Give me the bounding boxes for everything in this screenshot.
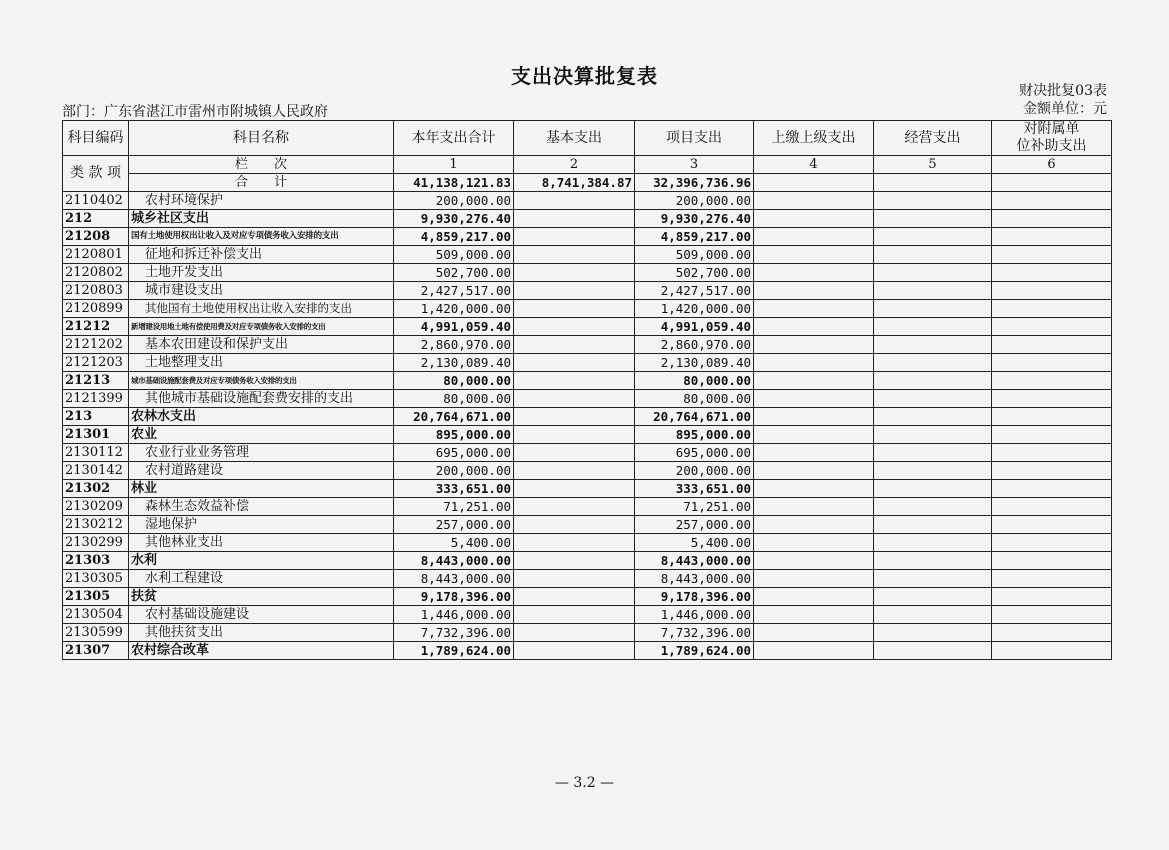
row-subsidy [992, 210, 1112, 228]
header-basic: 基本支出 [514, 121, 635, 156]
expenditure-table [62, 120, 1112, 660]
row-superior [754, 192, 874, 210]
header-name: 科目名称 [129, 121, 394, 156]
row-total: 9,930,276.40 [394, 210, 514, 228]
row-name: 农业行业业务管理 [129, 444, 394, 462]
row-name: 其他林业支出 [129, 534, 394, 552]
row-name: 土地开发支出 [129, 264, 394, 282]
row-total: 333,651.00 [394, 480, 514, 498]
row-code: 2130112 [63, 444, 129, 462]
row-subsidy [992, 588, 1112, 606]
header-code: 科目编码 [63, 121, 129, 156]
row-name: 国有土地使用权出让收入及对应专项债务收入安排的支出 [129, 228, 394, 246]
row-basic [514, 354, 635, 372]
row-basic [514, 444, 635, 462]
table-row [63, 552, 1112, 570]
row-superior [754, 336, 874, 354]
row-total: 4,991,059.40 [394, 318, 514, 336]
row-total: 502,700.00 [394, 264, 514, 282]
row-subsidy [992, 282, 1112, 300]
header-subsidy-line2: 位补助支出 [1016, 138, 1087, 154]
table-row [63, 606, 1112, 624]
row-subsidy [992, 462, 1112, 480]
row-name: 征地和拆迁补偿支出 [129, 246, 394, 264]
table-row [63, 228, 1112, 246]
row-code: 2130142 [63, 462, 129, 480]
total-total: 41,138,121.83 [394, 174, 514, 192]
row-business [874, 246, 992, 264]
row-project: 80,000.00 [635, 372, 754, 390]
row-code: 2120801 [63, 246, 129, 264]
row-project: 1,446,000.00 [635, 606, 754, 624]
row-superior [754, 390, 874, 408]
row-basic [514, 264, 635, 282]
table-row [63, 444, 1112, 462]
row-code: 21305 [63, 588, 129, 606]
table-row [63, 210, 1112, 228]
row-code: 21213 [63, 372, 129, 390]
row-basic [514, 516, 635, 534]
row-business [874, 606, 992, 624]
row-project: 1,420,000.00 [635, 300, 754, 318]
row-code: 2121202 [63, 336, 129, 354]
row-basic [514, 588, 635, 606]
row-basic [514, 246, 635, 264]
row-project: 2,427,517.00 [635, 282, 754, 300]
row-basic [514, 534, 635, 552]
table-row [63, 264, 1112, 282]
table-row [63, 588, 1112, 606]
row-business [874, 354, 992, 372]
total-superior [754, 174, 874, 192]
row-subsidy [992, 606, 1112, 624]
row-superior [754, 552, 874, 570]
row-business [874, 264, 992, 282]
row-superior [754, 372, 874, 390]
row-business [874, 480, 992, 498]
table-row [63, 192, 1112, 210]
row-name: 其他城市基础设施配套费安排的支出 [129, 390, 394, 408]
row-subsidy [992, 642, 1112, 660]
page-title: 支出决算批复表 [511, 64, 658, 88]
row-basic [514, 426, 635, 444]
row-subsidy [992, 516, 1112, 534]
row-subsidy [992, 570, 1112, 588]
row-code: 2121203 [63, 354, 129, 372]
lanci-label: 栏 次 [129, 156, 394, 174]
header-subsidy [992, 121, 1112, 156]
row-name: 城市建设支出 [129, 282, 394, 300]
row-project: 695,000.00 [635, 444, 754, 462]
row-project: 9,178,396.00 [635, 588, 754, 606]
row-basic [514, 480, 635, 498]
row-superior [754, 534, 874, 552]
row-business [874, 570, 992, 588]
kuan-label: 款 [88, 165, 103, 181]
row-superior [754, 606, 874, 624]
row-basic [514, 336, 635, 354]
row-name: 农村综合改革 [129, 642, 394, 660]
row-superior [754, 282, 874, 300]
row-business [874, 588, 992, 606]
row-subsidy [992, 408, 1112, 426]
total-business [874, 174, 992, 192]
row-superior [754, 300, 874, 318]
row-total: 200,000.00 [394, 462, 514, 480]
row-code: 21301 [63, 426, 129, 444]
row-subsidy [992, 354, 1112, 372]
total-project: 32,396,736.96 [635, 174, 754, 192]
row-subsidy [992, 498, 1112, 516]
row-code: 2130212 [63, 516, 129, 534]
row-superior [754, 210, 874, 228]
row-name: 土地整理支出 [129, 354, 394, 372]
row-code: 2120802 [63, 264, 129, 282]
row-business [874, 498, 992, 516]
row-subsidy [992, 318, 1112, 336]
col-index-5: 5 [874, 156, 992, 174]
row-name: 农村环境保护 [129, 192, 394, 210]
row-business [874, 228, 992, 246]
row-business [874, 624, 992, 642]
row-superior [754, 480, 874, 498]
amount-unit: 金额单位：元 [1023, 101, 1107, 117]
row-name: 湿地保护 [129, 516, 394, 534]
row-total: 1,789,624.00 [394, 642, 514, 660]
row-project: 9,930,276.40 [635, 210, 754, 228]
row-total: 509,000.00 [394, 246, 514, 264]
table-row [63, 534, 1112, 552]
row-project: 4,859,217.00 [635, 228, 754, 246]
row-basic [514, 624, 635, 642]
row-total: 257,000.00 [394, 516, 514, 534]
row-code: 2121399 [63, 390, 129, 408]
header-total: 本年支出合计 [394, 121, 514, 156]
row-superior [754, 354, 874, 372]
row-total: 200,000.00 [394, 192, 514, 210]
col-index-4: 4 [754, 156, 874, 174]
row-superior [754, 462, 874, 480]
row-basic [514, 408, 635, 426]
total-subsidy [992, 174, 1112, 192]
row-code: 2130209 [63, 498, 129, 516]
row-total: 80,000.00 [394, 390, 514, 408]
row-subsidy [992, 534, 1112, 552]
row-name: 农林水支出 [129, 408, 394, 426]
row-superior [754, 642, 874, 660]
row-total: 71,251.00 [394, 498, 514, 516]
row-basic [514, 228, 635, 246]
table-row [63, 426, 1112, 444]
row-basic [514, 372, 635, 390]
header-business: 经营支出 [874, 121, 992, 156]
table-row [63, 408, 1112, 426]
row-basic [514, 552, 635, 570]
row-project: 333,651.00 [635, 480, 754, 498]
header-subsidy-line1: 对附属单 [1023, 121, 1080, 137]
row-code: 2130299 [63, 534, 129, 552]
row-subsidy [992, 390, 1112, 408]
row-business [874, 444, 992, 462]
row-subsidy [992, 228, 1112, 246]
row-project: 71,251.00 [635, 498, 754, 516]
table-row [63, 642, 1112, 660]
row-total: 80,000.00 [394, 372, 514, 390]
row-superior [754, 498, 874, 516]
table-row [63, 462, 1112, 480]
row-superior [754, 624, 874, 642]
row-code: 213 [63, 408, 129, 426]
row-project: 502,700.00 [635, 264, 754, 282]
page-number: — 3.2 — [554, 775, 615, 791]
row-code: 2120803 [63, 282, 129, 300]
col-index-3: 3 [635, 156, 754, 174]
row-name: 水利 [129, 552, 394, 570]
row-code: 21212 [63, 318, 129, 336]
row-total: 20,764,671.00 [394, 408, 514, 426]
header-row [63, 121, 1112, 156]
row-code: 2130599 [63, 624, 129, 642]
col-index-6: 6 [992, 156, 1112, 174]
header-superior: 上缴上级支出 [754, 121, 874, 156]
row-project: 8,443,000.00 [635, 552, 754, 570]
row-subsidy [992, 192, 1112, 210]
row-total: 1,446,000.00 [394, 606, 514, 624]
row-business [874, 336, 992, 354]
row-basic [514, 462, 635, 480]
row-project: 200,000.00 [635, 462, 754, 480]
row-business [874, 210, 992, 228]
row-subsidy [992, 624, 1112, 642]
row-project: 2,130,089.40 [635, 354, 754, 372]
table-row [63, 570, 1112, 588]
row-basic [514, 318, 635, 336]
table-row [63, 354, 1112, 372]
row-basic [514, 192, 635, 210]
row-business [874, 390, 992, 408]
row-superior [754, 516, 874, 534]
row-business [874, 552, 992, 570]
row-subsidy [992, 552, 1112, 570]
row-business [874, 372, 992, 390]
row-superior [754, 426, 874, 444]
row-total: 8,443,000.00 [394, 552, 514, 570]
header-project: 项目支出 [635, 121, 754, 156]
row-basic [514, 606, 635, 624]
row-superior [754, 408, 874, 426]
row-code: 212 [63, 210, 129, 228]
row-code: 21307 [63, 642, 129, 660]
table-row [63, 516, 1112, 534]
row-project: 895,000.00 [635, 426, 754, 444]
row-project: 509,000.00 [635, 246, 754, 264]
table-row [63, 336, 1112, 354]
row-superior [754, 588, 874, 606]
row-subsidy [992, 426, 1112, 444]
row-name: 其他扶贫支出 [129, 624, 394, 642]
row-project: 200,000.00 [635, 192, 754, 210]
table-row [63, 624, 1112, 642]
row-superior [754, 444, 874, 462]
row-project: 8,443,000.00 [635, 570, 754, 588]
row-business [874, 462, 992, 480]
row-basic [514, 300, 635, 318]
row-name: 农业 [129, 426, 394, 444]
row-name: 城乡社区支出 [129, 210, 394, 228]
row-basic [514, 570, 635, 588]
row-business [874, 426, 992, 444]
row-subsidy [992, 264, 1112, 282]
row-total: 895,000.00 [394, 426, 514, 444]
row-superior [754, 318, 874, 336]
form-code: 财决批复03表 [1019, 83, 1107, 99]
row-basic [514, 210, 635, 228]
total-row [63, 174, 1112, 192]
index-row [63, 156, 1112, 174]
row-project: 5,400.00 [635, 534, 754, 552]
table-row [63, 390, 1112, 408]
row-name: 农村道路建设 [129, 462, 394, 480]
row-superior [754, 264, 874, 282]
row-total: 9,178,396.00 [394, 588, 514, 606]
row-total: 695,000.00 [394, 444, 514, 462]
row-basic [514, 498, 635, 516]
row-code: 21303 [63, 552, 129, 570]
row-basic [514, 642, 635, 660]
xiang-label: 项 [106, 165, 121, 181]
row-business [874, 516, 992, 534]
row-project: 257,000.00 [635, 516, 754, 534]
col-index-2: 2 [514, 156, 635, 174]
row-business [874, 642, 992, 660]
row-name: 扶贫 [129, 588, 394, 606]
row-business [874, 534, 992, 552]
total-basic: 8,741,384.87 [514, 174, 635, 192]
row-total: 5,400.00 [394, 534, 514, 552]
row-subsidy [992, 336, 1112, 354]
row-code: 2110402 [63, 192, 129, 210]
row-subsidy [992, 246, 1112, 264]
row-subsidy [992, 480, 1112, 498]
row-total: 4,859,217.00 [394, 228, 514, 246]
row-superior [754, 228, 874, 246]
row-business [874, 408, 992, 426]
row-subsidy [992, 300, 1112, 318]
row-name: 森林生态效益补偿 [129, 498, 394, 516]
row-code: 21302 [63, 480, 129, 498]
lei-label: 类 [70, 165, 85, 181]
row-project: 7,732,396.00 [635, 624, 754, 642]
row-project: 2,860,970.00 [635, 336, 754, 354]
row-superior [754, 246, 874, 264]
row-subsidy [992, 372, 1112, 390]
row-total: 2,130,089.40 [394, 354, 514, 372]
row-superior [754, 570, 874, 588]
row-total: 2,427,517.00 [394, 282, 514, 300]
lei-kuan-xiang [63, 156, 129, 192]
row-total: 1,420,000.00 [394, 300, 514, 318]
row-business [874, 192, 992, 210]
heji-label: 合 计 [129, 174, 394, 192]
row-name: 新增建设用地土地有偿使用费及对应专项债务收入安排的支出 [129, 318, 394, 336]
row-project: 20,764,671.00 [635, 408, 754, 426]
row-name: 其他国有土地使用权出让收入安排的支出 [129, 300, 394, 318]
row-name: 城市基础设施配套费及对应专项债务收入安排的支出 [129, 372, 394, 390]
table-row [63, 318, 1112, 336]
row-business [874, 282, 992, 300]
row-business [874, 318, 992, 336]
row-project: 80,000.00 [635, 390, 754, 408]
row-total: 7,732,396.00 [394, 624, 514, 642]
row-basic [514, 282, 635, 300]
table-row [63, 300, 1112, 318]
row-project: 4,991,059.40 [635, 318, 754, 336]
row-code: 21208 [63, 228, 129, 246]
row-name: 基本农田建设和保护支出 [129, 336, 394, 354]
table-row [63, 498, 1112, 516]
row-subsidy [992, 444, 1112, 462]
table-row [63, 372, 1112, 390]
col-index-1: 1 [394, 156, 514, 174]
row-basic [514, 390, 635, 408]
table-row [63, 480, 1112, 498]
row-total: 2,860,970.00 [394, 336, 514, 354]
row-code: 2120899 [63, 300, 129, 318]
row-name: 水利工程建设 [129, 570, 394, 588]
department-label: 部门：广东省湛江市雷州市附城镇人民政府 [62, 104, 328, 120]
row-name: 林业 [129, 480, 394, 498]
table-row [63, 246, 1112, 264]
row-name: 农村基础设施建设 [129, 606, 394, 624]
row-code: 2130305 [63, 570, 129, 588]
row-project: 1,789,624.00 [635, 642, 754, 660]
row-total: 8,443,000.00 [394, 570, 514, 588]
table-row [63, 282, 1112, 300]
table-body [63, 192, 1112, 660]
row-business [874, 300, 992, 318]
row-code: 2130504 [63, 606, 129, 624]
